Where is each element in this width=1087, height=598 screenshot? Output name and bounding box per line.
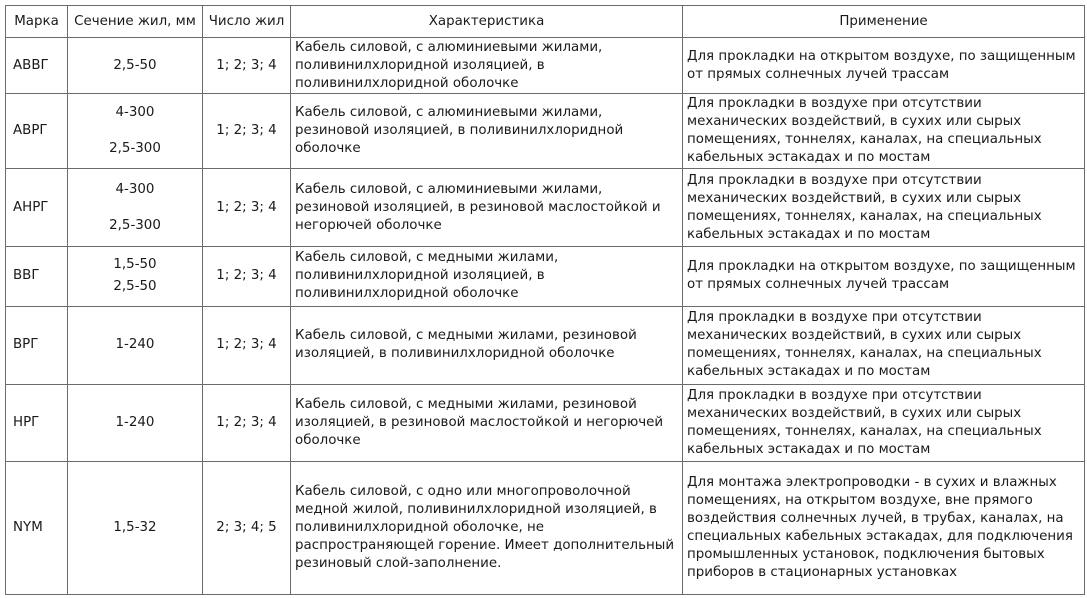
header-brand: Марка bbox=[6, 6, 68, 38]
cell-section bbox=[68, 169, 203, 247]
cell-application: Для прокладки в воздухе при отсутствии механических воздействий, в сухих или сырых помещениях, тоннелях, каналах, на специальных кабельных эстакадах и по мостам bbox=[683, 169, 1085, 247]
header-application: Применение bbox=[683, 6, 1085, 38]
cell-cores: 1; 2; 3; 4 bbox=[203, 38, 291, 94]
cell-section: 2,5-50 bbox=[68, 38, 203, 94]
cell-section: 1-240 bbox=[68, 306, 203, 384]
header-section: Сечение жил, мм bbox=[68, 6, 203, 38]
cell-brand: АНРГ bbox=[6, 169, 68, 247]
section-secondary: 2,5-300 bbox=[109, 217, 161, 233]
cell-section bbox=[68, 94, 203, 169]
cell-application: Для прокладки в воздухе при отсутствии механических воздействий, в сухих или сырых помещениях, тоннелях, каналах, на специальных кабельных эстакадах и по мостам bbox=[683, 306, 1085, 384]
header-row bbox=[6, 6, 1085, 38]
table-row bbox=[6, 94, 1085, 169]
section-gap bbox=[70, 199, 200, 217]
cell-cores: 1; 2; 3; 4 bbox=[203, 384, 291, 461]
cell-section: 1-240 bbox=[68, 384, 203, 461]
cell-description: Кабель силовой, с медными жилами, поливинилхлоридной изоляцией, в поливинилхлоридной оболочке bbox=[291, 247, 683, 306]
cell-section bbox=[68, 247, 203, 306]
cell-description: Кабель силовой, с медными жилами, резиновой изоляцией, в резиновой маслостойкой и негорючей оболочке bbox=[291, 384, 683, 461]
cell-description: Кабель силовой, с алюминиевыми жилами, поливинилхлоридной изоляцией, в поливинилхлоридной оболочке bbox=[291, 38, 683, 94]
cell-description: Кабель силовой, с алюминиевыми жилами, резиновой изоляцией, в поливинилхлоридной оболочке bbox=[291, 94, 683, 169]
cell-cores: 1; 2; 3; 4 bbox=[203, 94, 291, 169]
cell-application: Для прокладки на открытом воздухе, по защищенным от прямых солнечных лучей трассам bbox=[683, 38, 1085, 94]
table-row bbox=[6, 461, 1085, 594]
section-primary: 4-300 bbox=[115, 105, 155, 121]
table-row bbox=[6, 306, 1085, 384]
header-cores: Число жил bbox=[203, 6, 291, 38]
table-row bbox=[6, 169, 1085, 247]
cell-description: Кабель силовой, с одно или многопроволочной медной жилой, поливинилхлоридной изоляцией, в поливинилхлоридной оболочке, не распространяющей горение. Имеет дополнительный резиновый слой-заполнение. bbox=[291, 461, 683, 594]
section-primary: 1,5-50 bbox=[113, 257, 157, 273]
cell-section: 1,5-32 bbox=[68, 461, 203, 594]
cell-cores: 1; 2; 3; 4 bbox=[203, 247, 291, 306]
cell-description: Кабель силовой, с медными жилами, резиновой изоляцией, в поливинилхлоридной оболочке bbox=[291, 306, 683, 384]
cell-brand: ВРГ bbox=[6, 306, 68, 384]
cable-table bbox=[5, 5, 1085, 595]
cell-brand: ВВГ bbox=[6, 247, 68, 306]
section-secondary: 2,5-50 bbox=[113, 279, 157, 295]
section-secondary: 2,5-300 bbox=[109, 141, 161, 157]
cell-brand: АВВГ bbox=[6, 38, 68, 94]
table-row bbox=[6, 384, 1085, 461]
cell-brand: АВРГ bbox=[6, 94, 68, 169]
cell-application: Для прокладки на открытом воздухе, по защищенным от прямых солнечных лучей трассам bbox=[683, 247, 1085, 306]
section-primary: 4-300 bbox=[115, 181, 155, 197]
cell-cores: 1; 2; 3; 4 bbox=[203, 169, 291, 247]
header-description: Характеристика bbox=[291, 6, 683, 38]
cell-application: Для монтажа электропроводки - в сухих и влажных помещениях, на открытом воздухе, вне прямого воздействия солнечных лучей, в трубах, каналах, на специальных кабельных эстакадах, для подключения промышленных установок, подключения бытовых приборов в стационарных установках bbox=[683, 461, 1085, 594]
cell-description: Кабель силовой, с алюминиевыми жилами, резиновой изоляцией, в резиновой маслостойкой и негорючей оболочке bbox=[291, 169, 683, 247]
cell-brand: NYM bbox=[6, 461, 68, 594]
cell-application: Для прокладки в воздухе при отсутствии механических воздействий, в сухих или сырых помещениях, тоннелях, каналах, на специальных кабельных эстакадах и по мостам bbox=[683, 94, 1085, 169]
table-row bbox=[6, 38, 1085, 94]
section-gap bbox=[70, 122, 200, 140]
cell-cores: 2; 3; 4; 5 bbox=[203, 461, 291, 594]
table-row bbox=[6, 247, 1085, 306]
cell-cores: 1; 2; 3; 4 bbox=[203, 306, 291, 384]
cell-application: Для прокладки в воздухе при отсутствии механических воздействий, в сухих или сырых помещениях, тоннелях, каналах, на специальных кабельных эстакадах и по мостам bbox=[683, 384, 1085, 461]
cell-brand: НРГ bbox=[6, 384, 68, 461]
